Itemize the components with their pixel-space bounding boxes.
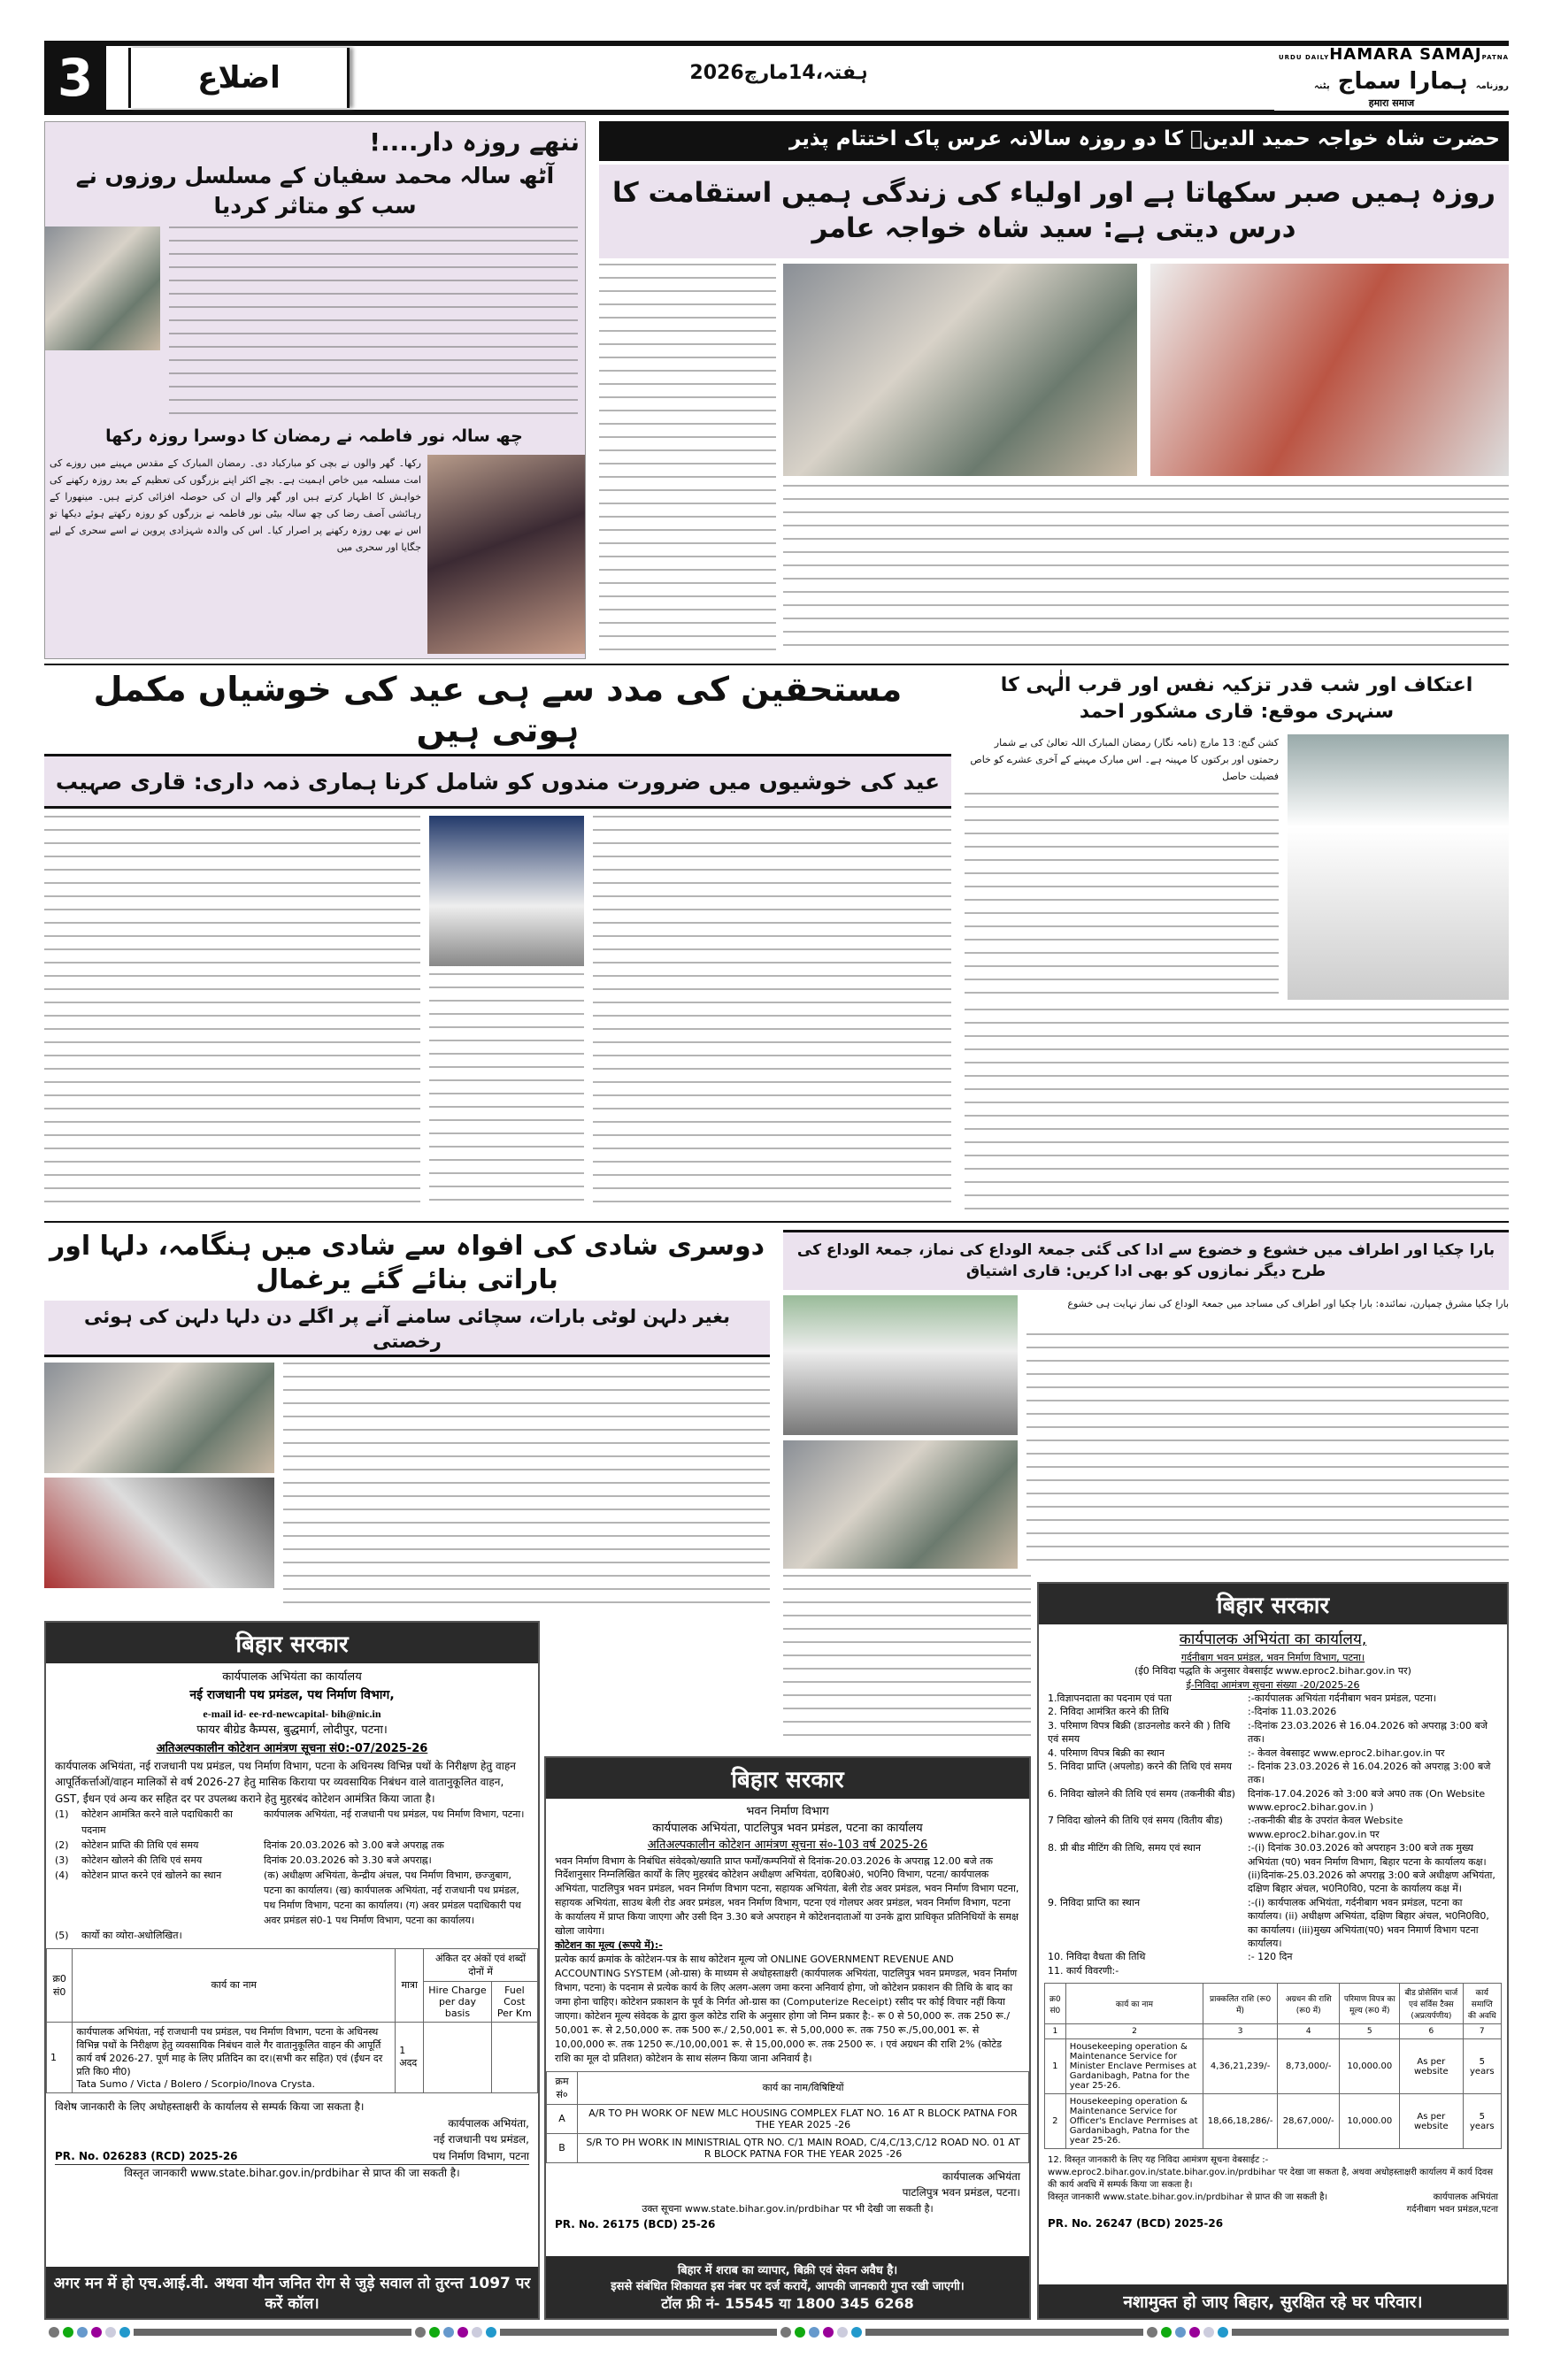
footer-bar (134, 2329, 411, 2336)
ad-notice-title: अतिअल्पकालीन कोटेशन आमंत्रण सूचना सं०-103 वर्ष 2025-26 (647, 1838, 928, 1852)
footer-dot (77, 2327, 88, 2338)
ad-table: क्र0 सं0 कार्य का नाम मात्रा अंकित दर अंकों एवं शब्दों दोनों में Hire Charge per day basis Fuel Cost Per Km 1 कार्यपालक अभियंता, नई राजधानी पथ प्रमंडल, पथ निर्माण विभाग, पटना के अधिनस्थ विभिन्न पथों के निरीक्षण हेतु व्यवसायिक निबंधन वाले गैर वातानुकूलित वाहन की आपूर्ति कार्य वर्ष 2026-27. पूर्ण माह के लिए प्रतिदिन का दर।(सभी कर सहित) एवं (ईंधन दर प्रति कि0 मी0) Tata Sumo / Victa / Bolero / Scorpio/Inova Crysta. 1 अदद (46, 1948, 538, 2093)
footer-dot (1218, 2327, 1228, 2338)
ad-gov-title: बिहार सरकार (1216, 1593, 1330, 1619)
ad-footer: बिहार में शराब का व्यापार, बिक्री एवं सेवन अवैध है। इससे संबंधित शिकायत इस नंबर पर दर्ज करायें, आपकी जानकारी गुप्त रखी जाएगी। टॉल फ्री नं- 15545 या 1800 345 6268 (546, 2256, 1029, 2318)
jumma-body-2 (783, 1575, 1031, 1747)
itikaf-lead: کشن گنج: 13 مارچ (نامہ نگار) رمضان المبارک اللہ تعالیٰ کی بے شمار رحمتوں اور برکتوں کا مہینہ ہے۔ اس مبارک مہینے کے آخری عشرے کو خاص فضیلت حاصل (970, 737, 1279, 782)
footer-dot (823, 2327, 834, 2338)
ad-gov-title: बिहार सरकार (235, 1631, 349, 1658)
ad-item: (2) कोटेशन प्राप्ति की तिथि एवं समय दिनांक 20.03.2026 को 3.00 बजे अपराह्न तक (55, 1839, 444, 1851)
masthead (44, 41, 1509, 115)
logo-english: URDU DAILYHAMARA SAMAJPATNA (1278, 45, 1509, 64)
story-body-2: رکھا۔ گھر والوں نے بچی کو مبارکباد دی۔ رمضان المبارک کے مقدس مہینے میں روزے کی امت مسلمہ میں خاص اہمیت ہے۔ بچے اکثر اپنے بزرگوں کی تعظیم کے بعد روزہ رکھنے کی خواہش کا اظہار کرتے ہیں اور گھر والے ان کی حوصلہ افزائی کرتے ہیں۔ مینھورا کے رہائشی آصف رضا کی چھ سالہ بیٹی نور فاطمہ نے بزرگوں کو روزہ رکھتے ہوئے دیکھا تو اس نے بھی روزہ رکھنے پر اصرار کیا۔ اس کی والدہ شہزادی پروین نے اسے سحری کے لیے جگایا اور سحری میں (50, 457, 421, 553)
footer-dot (457, 2327, 468, 2338)
footer-dot (91, 2327, 102, 2338)
wedding-body (283, 1363, 770, 1610)
footer-bar (500, 2329, 778, 2336)
photo-girl (427, 455, 585, 654)
wedding-subhead: بغیر دلہن لوٹی بارات، سچائی سامنے آنے پر اگلے دن دلہا دلہن کی ہوئی رخصتی (44, 1301, 770, 1357)
eid-body-1 (44, 816, 420, 1212)
footer-dot (105, 2327, 116, 2338)
ad-item: 6. निविदा खोलने की तिथि एवं समय (तकनीकी बीड) दिनांक-17.04.2026 को 3:00 बजे अप0 तक (On Website www.eproc2.bihar.gov.in ) (1048, 1787, 1486, 1814)
ad-intro: कार्यपालक अभियंता, नई राजधानी पथ प्रमंडल, पथ निर्माण विभाग, पटना के अधिनस्थ विभिन्न पथों के निरीक्षण हेतु वाहन आपूर्तिकर्त्ताओं/वाहन मालिकों से वर्ष 2026-27 हेतु मासिक किराया पर व्यवसायिक निबंधन वाले वातानुकूलित वाहन, GST, ईंधन एवं अन्य कर सहित दर पर उपलब्ध कराने हेतु मुहरबंद कोटेशन आमंत्रित किया जाता है। (55, 1759, 516, 1805)
ad-gov-title: बिहार सरकार (731, 1767, 844, 1793)
itikaf-headline: اعتکاف اور شب قدر تزکیہ نفس اور قرب الٰہی کا سنہری موقع: قاری مشکور احمد (1000, 674, 1473, 723)
itikaf-body (965, 793, 1279, 1000)
eid-body-3 (593, 816, 951, 1212)
footer-dot (429, 2327, 440, 2338)
logo-urdu: روزنامہ ہمارا سماج پٹنہ (1313, 68, 1509, 95)
newspaper-logo (1274, 46, 1509, 110)
footer-dot (119, 2327, 130, 2338)
itikaf-body-2 (965, 1009, 1509, 1212)
story-headline: آٹھ سالہ محمد سفیان کے مسلسل روزوں نے سب کو متاثر کردیا (75, 163, 555, 219)
ad-item: 10. निविदा वैधता की तिथि :- 120 दिन (1048, 1951, 1293, 1963)
footer-dot (415, 2327, 426, 2338)
ad-table: क्र0 सं0 कार्य का नाम प्राक्कलित राशि (रू0 में) अग्रधन की राशि (रू0 में) परिमाण विपत्र का मूल्य (रू0 में) बीड प्रोसेसिंग चार्ज एवं सर्विस टैक्स (अप्रत्यर्पणीय) कार्य समाप्ति की अवधि 1 2 3 4 5 6 7 1 Housekeeping operation & Maintenance Service for Minister Enclave Permises at Gardanibagh, Patna for the year 25-26. 4,36,21,239/- 8,73,000/- 10,000.00 As per website 5 years 2 Housekeeping operation & Maintenance Service for Officer's Enclave Permises at Gardanibagh, Patna for the year 25-26. 18,66,18,286/- 28,67,000/- 10,000.00 As per website 5 years (1044, 1983, 1502, 2149)
wedding-photo-1 (44, 1363, 274, 1473)
ad-item: 11. कार्य विवरणी:- (1048, 1964, 1119, 1977)
eid-photo (429, 816, 584, 966)
ad-item: (5) कार्यो का व्योरा-अधोलिखित। (55, 1929, 182, 1941)
ad-address: फायर बीग्रेड कैम्पस, बुद्धमार्ग, लोदीपुर, पटना। (196, 1724, 388, 1738)
footer-dot (1161, 2327, 1172, 2338)
footer-dot (795, 2327, 805, 2338)
footer-bar (1232, 2329, 1510, 2336)
ad-item: (3) कोटेशन खोलने की तिथि एवं समय दिनांक 20.03.2026 को 3.30 बजे अपराह्न। (55, 1854, 432, 1866)
footer-dot (472, 2327, 482, 2338)
ad-item: 7 निविदा खोलने की तिथि एवं समय (वितीय बीड) :-तकनीकी बीड के उपरांत केवल Website www.eproc2.bihar.gov.in पर (1048, 1815, 1403, 1840)
footer-dot (63, 2327, 73, 2338)
ad-item: 1.विज्ञापनदाता का पदनाम एवं पता :-कार्यपालक अभियंता गर्दनीबाग भवन प्रमंडल, पटना। (1048, 1692, 1437, 1704)
ad-item: 2. निविदा आमंत्रित करने की तिथि :-दिनांक 11.03.2026 (1048, 1706, 1337, 1718)
footer-dot (443, 2327, 454, 2338)
footer-dot (486, 2327, 496, 2338)
jumma-headline: بارا چکیا اور اطراف میں خشوع و خضوع سے ادا کی گئی جمعۃ الوداع کی نماز، جمعۃ الوداع کی طرح دیگر نمازوں کو بھی ادا کریں: قاری اشتیاق (783, 1230, 1509, 1290)
jumma-lead: بارا چکیا مشرق چمپارن، نمائندہ: بارا چکیا اور اطراف کی مساجد میں جمعۃ الوداع کی نماز نہایت ہی خشوع (1067, 1298, 1509, 1309)
urs-body (783, 485, 1509, 653)
ad-notice-title: ई-निविदा आमंत्रण सूचना संख्या -20/2025-26 (1186, 1678, 1360, 1691)
urs-body-col (599, 264, 776, 653)
jumma-photo-2 (783, 1440, 1018, 1569)
page-footer-decoration (49, 2327, 1509, 2338)
ad-table: क्रम सं० कार्य का नाम/विषिष्टियों A A/R TO PH WORK OF NEW MLC HOUSING COMPLEX FLAT NO. 16 AT R BLOCK PATNA FOR THE YEAR 2025 -26 B S/R TO PH WORK IN MINISTRIAL QTR NO. C/1 MAIN ROAD, C/4,C/13,C/12 ROAD NO. 01 AT R BLOCK PATNA FOR THE YEAR 2025 -26 (546, 2071, 1029, 2163)
jumma-photo-1 (783, 1295, 1018, 1435)
itikaf-photo (1288, 734, 1509, 1000)
urs-headline: روزہ ہمیں صبر سکھاتا ہے اور اولیاء کی زندگی ہمیں استقامت کا درس دیتی ہے: سید شاہ خواجہ عامر (599, 165, 1509, 258)
ad-item: (1) कोटेशन आमंत्रित करने वाले पदाधिकारी का पदनाम कार्यपालक अभियंता, नई राजधानी पथ प्रमंडल, पथ निर्माण विभाग, पटना। (55, 1808, 525, 1836)
story-kicker: ننھے روزہ دار....! (369, 127, 580, 157)
ad-item: (4) कोटेशन प्राप्त करने एवं खोलने का स्थान (क) अधीक्षण अभियंता, केन्द्रीय अंचल, पथ निर्माण विभाग, छज्जुबाग, पटना का कार्यालय। (ख) कार्यपालक अभियंता, नई राजधानी पथ प्रमंडल, पथ निर्माण विभाग, पटना का कार्यालय। (ग) अवर प्रमंडल पदाधिकारी पथ अवर प्रमंडल सं0-1 पथ निर्माण विभाग, पटना का कार्यालय। (55, 1869, 521, 1926)
urs-photo-2 (1150, 264, 1509, 476)
divider (44, 664, 1509, 665)
footer-dot (851, 2327, 862, 2338)
footer-dot (1203, 2327, 1214, 2338)
jumma-body (1026, 1333, 1509, 1566)
footer-bar (865, 2329, 1143, 2336)
page-number: 3 (44, 46, 106, 110)
ad-item: 5. निविदा प्राप्ति (अपलोड) करने की तिथि एवं समय :- दिनांक 23.03.2026 से 16.04.2026 को अपराह्न 3:00 बजे तक। (1048, 1760, 1491, 1786)
footer-dot (1189, 2327, 1200, 2338)
footer-dot (1175, 2327, 1186, 2338)
footer-dot (1147, 2327, 1157, 2338)
ad-office: कार्यपालक अभियंता का कार्यालय (222, 1670, 362, 1684)
footer-dot (837, 2327, 848, 2338)
story-kids (44, 121, 586, 659)
ad-division: नई राजधानी पथ प्रमंडल, पथ निर्माण विभाग, (189, 1688, 395, 1703)
ad-footer: नशामुक्त हो जाए बिहार, सुरक्षित रहे घर परिवार। (1039, 2284, 1507, 2318)
ad-item: 9. निविदा प्राप्ति का स्थान :-(i) कार्यपालक अभियंता, गर्दनीबाग भवन प्रमंडल, पटना का कार्यालय। (ii) अधीक्षण अभियंता, दक्षिण बिहार अंचल, भ0नि0वि0, का कार्यालय। (iii)मुख्य अभियंता(प0) भवन निमार्ण विभाग पटना कार्यालय। (1048, 1896, 1489, 1949)
story-body (169, 226, 578, 419)
eid-subhead: عید کی خوشیوں میں ضرورت مندوں کو شامل کرنا ہماری ذمہ داری: قاری صہیب (44, 754, 951, 809)
table-row: 2 Housekeeping operation & Maintenance Service for Officer's Enclave Permises at Gardanibagh, Patna for the year 25-26. 18,66,18,286/- 28,67,000/- 10,000.00 As per website 5 years (1045, 2094, 1502, 2149)
logo-hindi: हमारा समाज (1274, 96, 1509, 111)
issue-date: ہفتہ،14مارچ2026 (689, 62, 868, 84)
ad-web: विस्तृत जानकारी www.state.bihar.gov.in/prdbihar से प्राप्त की जा सकती है। (55, 2164, 529, 2182)
ad-item: 8. प्री बीड मीटिंग की तिथि, समय एवं स्थान :-(i) दिनांक 30.03.2026 को अपराहन 3:00 बजे तक मुख्य अभियंता (प0) भवन निर्माण विभाग, बिहार पटना के कार्यालय कक्ष। (ii)दिनांक-25.03.2026 को अपराह्न 3:00 बजे अधीक्षण अभियंता, दक्षिण बिहार अंचल, भ0नि0वि0, पटना के कार्यालय कक्ष में। (1048, 1842, 1495, 1895)
ad-notice-title: अतिअल्पकालीन कोटेशन आमंत्रण सूचना सं0:-07/2025-26 (156, 1741, 428, 1755)
eid-body-2 (429, 973, 584, 1212)
footer-dot (780, 2327, 791, 2338)
ad-bcd-quotation: बिहार सरकार भवन निर्माण विभाग कार्यपालक अभियंता, पाटलिपुत्र भवन प्रमंडल, पटना का कार्यालय अतिअल्पकालीन कोटेशन आमंत्रण सूचना सं०-103 वर्ष 2025-26 भवन निर्माण विभाग के निबंधित संवेदको/ख्याति प्राप्त फर्मों/कम्पनियों से दिनांक-20.03.2026 के अपराह्न 12.00 बजे तक निर्देशानुसार निम्नलिखित कार्यों के लिए मुहरबंद कोटेशन अधीक्षण अभियंता, द0बि0अं0, भ0नि0 विभाग, पटना/ कार्यपालक अभियंता, पाटलिपुत्र भवन प्रमंडल, भवन निर्माण विभाग पटना, सहायक अभियंता, बेली रोड अवर प्रमंडल, भवन निर्माण विभाग पटना, सहायक अभियंता, साउथ बेली रोड अवर प्रमंडल, भवन निर्माण विभाग, पटना एवं गोलघर अवर प्रमंडल, भवन निर्माण विभाग, पटना के कार्यालय में प्राप्त किया जाएगा और उसी दिन 3.30 बजे अपराहन मे कोटेशनदाताओं या उनके द्वारा प्राधिकृत प्रतिनिधियों के समक्ष खोला जायेगा। कोटेशन का मूल्य (रूपये में):- प्रत्येक कार्य क्रमांक के कोटेशन-पत्र के साथ कोटेशन मूल्य जो ONLINE GOVERNMENT REVENUE AND ACCOUNTING SYSTEM (ओ-ग्रास) के माध्यम से अधोहस्ताक्षरी (कार्यपालक अभियंता, पाटलिपुत्र भवन प्रमण्डल, भवन निर्माण विभाग, पटना) के पदनाम से प्रत्येक कार्य के लिए अलग-अलग जमा करना अनिवार्य होगा, जो कोटेशन प्रकाशन की तिथि के बाद का जमा होना चाहिए। कोटेशन प्रकाशन के पूर्व के निर्गत ओ-ग्रास का (Computerize Receipt) रसीद पर कोई विचार नहीं किया जाएगा। कोटेशन मूल्य संवेदक के द्वारा कुल कोटेड राशि के अनुसार होगा जो निम्न प्रकार है:- रू 0 से 50,000 रू. तक 250 रू./ 50,001 रू. से 2,50,000 रू. तक 500 रू./ 2,50,001 रू. से 5,00,000 रू. तक 750 रू./5,00,001 रू. से 10,00,000 रू. तक 1250 रू./10,00,001 रू. से 15,00,000 रू. तक 2500 रू. । एवं अग्रधन की राशि 2% (कोटेड राशि का मूल दो प्रतिशत) कोटेशन के साथ संलग्न किया जाना अनिवार्य है। क्रम सं० कार्य का नाम/विषिष्टियों A A/R TO PH WORK OF NEW MLC HOUSING COMPLEX FLAT NO. 16 AT R BLOCK PATNA FOR THE YEAR 2025 -26 B S/R TO PH WORK IN MINISTRIAL QTR NO. C/1 MAIN ROAD, C/4,C/13,C/12 ROAD NO. 01 AT R BLOCK PATNA FOR THE YEAR 2025 -26 कार्यपालक अभियंता पाटलिपुत्र भवन प्रमंडल, पटना। उक्त सूचना www.state.bihar.gov.in/prdbihar पर भी देखी जा सकती है। PR. No. 26175 (BCD) 25-26 बिहार में शराब का व्यापार, बिक्री एवं सेवन अवैध है। इससे संबंधित शिकायत इस नंबर पर दर्ज करायें, आपकी जानकारी गुप्त रखी जाएगी। टॉल फ्री नं- 15545 या 1800 345 6268 (544, 1756, 1031, 2320)
divider (44, 1221, 1509, 1223)
ad-footer: अगर मन में हो एच.आई.वी. अथवा यौन जनित रोग से जुड़े सवाल तो तुरन्त 1097 पर करें कॉल। (46, 2267, 538, 2318)
photo-boy (45, 226, 160, 350)
eid-headline: مستحقین کی مدد سے ہی عید کی خوشیاں مکمل ہوتی ہیں (93, 670, 903, 749)
ad-pr-number: PR. No. 026283 (RCD) 2025-26 (55, 2149, 238, 2162)
wedding-headline: دوسری شادی کی افواہ سے شادی میں ہنگامہ، دلہا اور باراتی بنائے گئے یرغمال (49, 1231, 765, 1295)
ad-contact: विशेष जानकारी के लिए अधोहस्ताक्षरी के कार्यालय से सम्पर्क किया जा सकता है। (55, 2100, 365, 2113)
table-row: 1 Housekeeping operation & Maintenance Service for Minister Enclave Permises at Gardanibagh, Patna for the year 25-26. 4,36,21,239/- 8,73,000/- 10,000.00 As per website 5 years (1045, 2039, 1502, 2094)
ad-pr-number: PR. No. 26247 (BCD) 2025-26 (1048, 2217, 1224, 2230)
story-subhead: چھ سالہ نور فاطمہ نے رمضان کا دوسرا روزہ رکھا (105, 426, 523, 446)
wedding-photo-2 (44, 1478, 274, 1588)
footer-dot (49, 2327, 59, 2338)
ad-item: 4. परिमाण विपत्र बिक्री का स्थान :- केवल वेबसाइट www.eproc2.bihar.gov.in पर (1048, 1747, 1445, 1759)
ad-email: e-mail id- ee-rd-newcapital- bih@nic.in (203, 1707, 381, 1720)
footer-dot (809, 2327, 819, 2338)
ad-item: 3. परिमाण विपत्र बिक्री (डाउनलोड करने की ) तिथि एवं समय :-दिनांक 23.03.2026 से 16.04.2026 को अपराह्न 3:00 बजे तक। (1048, 1719, 1488, 1746)
ad-pr-number: PR. No. 26175 (BCD) 25-26 (555, 2217, 716, 2230)
section-title: اضلاع (128, 48, 350, 108)
urs-banner: حضرت شاہ خواجہ حمید الدینؒ کا دو روزہ سالانہ عرس پاک اختتام پذیر (599, 121, 1509, 161)
ad-gardanibagh-tender: बिहार सरकार कार्यपालक अभियंता का कार्यालय, गर्दनीबाग भवन प्रमंडल, भवन निर्माण विभाग, पटना। (ई0 निविदा पद्धति के अनुसार वेबसाईट www.eproc2.bihar.gov.in पर) ई-निविदा आमंत्रण सूचना संख्या -20/2025-26 1.विज्ञापनदाता का पदनाम एवं पता :-कार्यपालक अभियंता गर्दनीबाग भवन प्रमंडल, पटना। 2. निविदा आमंत्रित करने की तिथि :-दिनांक 11.03.2026 3. परिमाण विपत्र बिक्री (डाउनलोड करने की ) तिथि एवं समय :-दिनांक 23.03.2026 से 16.04.2026 को अपराह्न 3:00 बजे तक। 4. परिमाण विपत्र बिक्री का स्थान :- केवल वेबसाइट www.eproc2.bihar.gov.in पर 5. निविदा प्राप्ति (अपलोड) करने की तिथि एवं समय :- दिनांक 23.03.2026 से 16.04.2026 को अपराह्न 3:00 बजे तक। 6. निविदा खोलने की तिथि एवं समय (तकनीकी बीड) दिनांक-17.04.2026 को 3:00 बजे अप0 तक (On Website www.eproc2.bihar.gov.in ) 7 निविदा खोलने की तिथि एवं समय (वितीय बीड) :-तकनीकी बीड के उपरांत केवल Website www.eproc2.bihar.gov.in पर 8. प्री बीड मीटिंग की तिथि, समय एवं स्थान :-(i) दिनांक 30.03.2026 को अपराहन 3:00 बजे तक मुख्य अभियंता (प0) भवन निर्माण विभाग, बिहार पटना के कार्यालय कक्ष। (ii)दिनांक-25.03.2026 को अपराह्न 3:00 बजे अधीक्षण अभियंता, दक्षिण बिहार अंचल, भ0नि0वि0, पटना के कार्यालय कक्ष में। 9. निविदा प्राप्ति का स्थान :-(i) कार्यपालक अभियंता, गर्दनीबाग भवन प्रमंडल, पटना का कार्यालय। (ii) अधीक्षण अभियंता, दक्षिण बिहार अंचल, भ0नि0वि0, का कार्यालय। (iii)मुख्य अभियंता(प0) भवन निमार्ण विभाग पटना कार्यालय। 10. निविदा वैधता की तिथि :- 120 दिन 11. कार्य विवरणी:- क्र0 सं0 कार्य का नाम प्राक्कलित राशि (रू0 में) अग्रधन की राशि (रू0 में) परिमाण विपत्र का मूल्य (रू0 में) बीड प्रोसेसिंग चार्ज एवं सर्विस टैक्स (अप्रत्यर्पणीय) कार्य समाप्ति की अवधि 1 2 3 4 5 6 7 1 Housekeeping operation & Maintenance Service for Minister Enclave Permises at Gardanibagh, Patna for the year 25-26. 4,36,21,239/- 8,73,000/- 10,000.00 As per website 5 years 2 Housekeeping operation & Maintenance Service for Officer's Enclave Permises at Gardanibagh, Patna for the year 25-26. 18,66,18,286/- 28,67,000/- 10,000.00 As per website 5 years 12. विस्तृत जानकारी के लिए यह निविदा आमंत्रण सूचना वेबसाईट :- www.eproc2.bihar.gov.in/state.bihar.gov.in/prdbihar पर देखा जा सकता है, अथवा अधोहस्ताक्षरी कार्यालय में कार्य दिवस की कार्य अवधि में सम्पर्क किया जा सकता है। विस्तृत जानकारी www.state.bihar.gov.in/prdbihar से प्राप्त की जा सकती है। कार्यपालक अभियंता गर्दनीबाग भवन प्रमंडल,पटना PR. No. 26247 (BCD) 2025-26 नशामुक्त हो जाए बिहार, सुरक्षित रहे घर परिवार। (1037, 1582, 1509, 2320)
urs-photo-1 (783, 264, 1137, 476)
ad-rcd-quotation: बिहार सरकार कार्यपालक अभियंता का कार्यालय नई राजधानी पथ प्रमंडल, पथ निर्माण विभाग, e-mail id- ee-rd-newcapital- bih@nic.in फायर बीग्रेड कैम्पस, बुद्धमार्ग, लोदीपुर, पटना। अतिअल्पकालीन कोटेशन आमंत्रण सूचना सं0:-07/2025-26 कार्यपालक अभियंता, नई राजधानी पथ प्रमंडल, पथ निर्माण विभाग, पटना के अधिनस्थ विभिन्न पथों के निरीक्षण हेतु वाहन आपूर्तिकर्त्ताओं/वाहन मालिकों से वर्ष 2026-27 हेतु मासिक किराया पर व्यवसायिक निबंधन वाले वातानुकूलित वाहन, GST, ईंधन एवं अन्य कर सहित दर पर उपलब्ध कराने हेतु मुहरबंद कोटेशन आमंत्रित किया जाता है। (1) कोटेशन आमंत्रित करने वाले पदाधिकारी का पदनाम कार्यपालक अभियंता, नई राजधानी पथ प्रमंडल, पथ निर्माण विभाग, पटना। (2) कोटेशन प्राप्ति की तिथि एवं समय दिनांक 20.03.2026 को 3.00 बजे अपराह्न तक (3) कोटेशन खोलने की तिथि एवं समय दिनांक 20.03.2026 को 3.30 बजे अपराह्न। (4) कोटेशन प्राप्त करने एवं खोलने का स्थान (क) अधीक्षण अभियंता, केन्द्रीय अंचल, पथ निर्माण विभाग, छज्जुबाग, पटना का कार्यालय। (ख) कार्यपालक अभियंता, नई राजधानी पथ प्रमंडल, पथ निर्माण विभाग, पटना का कार्यालय। (ग) अवर प्रमंडल पदाधिकारी पथ अवर प्रमंडल सं0-1 पथ निर्माण विभाग, पटना का कार्यालय। (5) कार्यो का व्योरा-अधोलिखित। क्र0 सं0 कार्य का नाम मात्रा अंकित दर अंकों एवं शब्दों दोनों में Hire Charge per day basis Fuel Cost Per Km 1 कार्यपालक अभियंता, नई राजधानी पथ प्रमंडल, पथ निर्माण विभाग, पटना के अधिनस्थ विभिन्न पथों के निरीक्षण हेतु व्यवसायिक निबंधन वाले गैर वातानुकूलित वाहन की आपूर्ति कार्य वर्ष 2026-27. पूर्ण माह के लिए प्रतिदिन का दर।(सभी कर सहित) एवं (ईंधन दर प्रति कि0 मी0) Tata Sumo / Victa / Bolero / Scorpio/Inova Crysta. 1 अदद विशेष जानकारी के लिए अधोहस्ताक्षरी के कार्यालय से सम्पर्क किया जा सकता है। PR. No. 026283 (RCD) 2025-26 कार्यपालक अभियंता, नई राजधानी पथ प्रमंडल, पथ निर्माण विभाग, पटना विस्तृत जानकारी www.state.bihar.gov.in/prdbihar से प्राप्त की जा सकती है। अगर मन में हो एच.आई.वी. अथवा यौन जनित रोग से जुड़े सवाल तो तुरन्त 1097 पर करें कॉल। (44, 1621, 540, 2320)
